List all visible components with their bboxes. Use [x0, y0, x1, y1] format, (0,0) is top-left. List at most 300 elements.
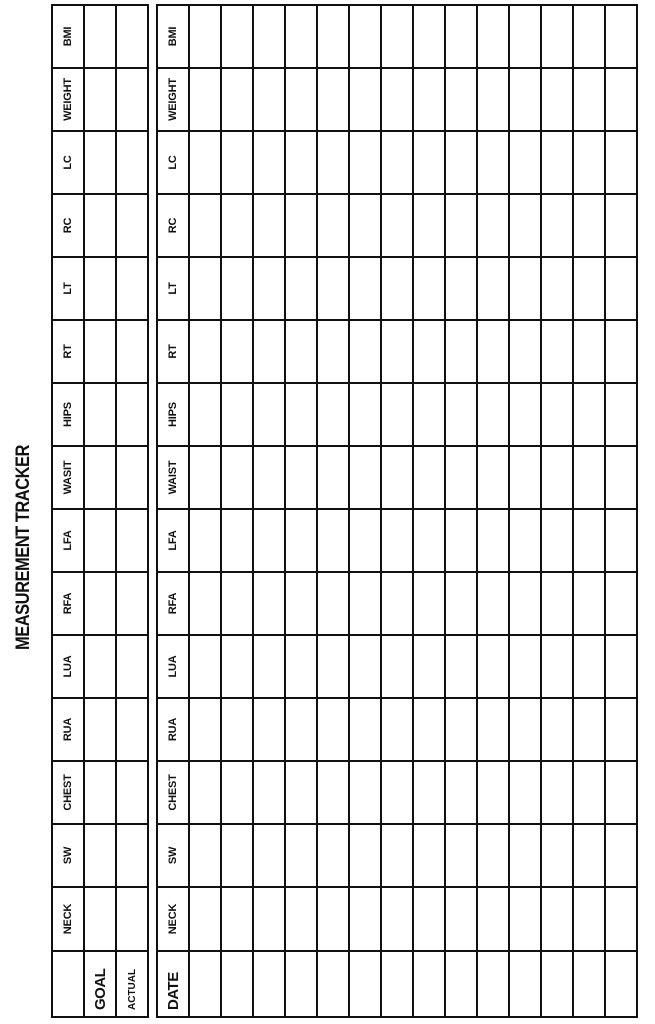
- measurement-cell[interactable]: [413, 572, 445, 635]
- measurement-cell[interactable]: [413, 509, 445, 572]
- measurement-cell[interactable]: [349, 257, 381, 320]
- measurement-cell[interactable]: [253, 320, 285, 383]
- measurement-cell[interactable]: [349, 698, 381, 761]
- measurement-cell[interactable]: [253, 698, 285, 761]
- column-header-chest: CHEST: [157, 761, 189, 824]
- measurement-cell[interactable]: [509, 320, 541, 383]
- measurement-cell[interactable]: [573, 761, 605, 824]
- measurement-cell[interactable]: [541, 131, 573, 194]
- measurement-cell[interactable]: [541, 446, 573, 509]
- column-header-date: DATE: [157, 951, 189, 1017]
- measurement-cell[interactable]: [605, 761, 637, 824]
- log-row: [509, 5, 541, 1017]
- row-label-actual: ACTUAL: [116, 951, 148, 1017]
- measurement-cell[interactable]: [541, 5, 573, 68]
- measurement-cell[interactable]: [253, 572, 285, 635]
- measurement-cell[interactable]: [477, 194, 509, 257]
- measurement-cell[interactable]: [221, 887, 253, 951]
- goal-cell[interactable]: [84, 635, 116, 698]
- measurement-cell[interactable]: [605, 698, 637, 761]
- measurement-cell[interactable]: [445, 887, 477, 951]
- actual-cell[interactable]: [116, 5, 148, 68]
- goal-cell[interactable]: [84, 131, 116, 194]
- log-row: [541, 5, 573, 1017]
- measurement-cell[interactable]: [285, 698, 317, 761]
- measurement-cell[interactable]: [573, 131, 605, 194]
- measurement-cell[interactable]: [573, 887, 605, 951]
- log-row: [253, 5, 285, 1017]
- measurement-cell[interactable]: [189, 257, 221, 320]
- log-header-row: [157, 5, 189, 1017]
- measurement-cell[interactable]: [605, 572, 637, 635]
- measurement-cell[interactable]: [541, 194, 573, 257]
- measurement-cell[interactable]: [605, 257, 637, 320]
- log-row: [317, 5, 349, 1017]
- measurement-cell[interactable]: [541, 320, 573, 383]
- measurement-cell[interactable]: [445, 509, 477, 572]
- measurement-cell[interactable]: [285, 446, 317, 509]
- measurement-cell[interactable]: [509, 887, 541, 951]
- goal-header-row: [52, 5, 84, 1017]
- measurement-cell[interactable]: [221, 824, 253, 887]
- measurement-cell[interactable]: [413, 446, 445, 509]
- measurement-cell[interactable]: [253, 5, 285, 68]
- goal-cell[interactable]: [84, 5, 116, 68]
- date-cell[interactable]: [605, 951, 637, 1017]
- log-row: [413, 5, 445, 1017]
- actual-cell[interactable]: [116, 131, 148, 194]
- measurement-cell[interactable]: [285, 761, 317, 824]
- measurement-cell[interactable]: [509, 572, 541, 635]
- measurement-cell[interactable]: [509, 635, 541, 698]
- measurement-cell[interactable]: [253, 761, 285, 824]
- measurement-cell[interactable]: [445, 257, 477, 320]
- measurement-cell[interactable]: [605, 509, 637, 572]
- actual-cell[interactable]: [116, 509, 148, 572]
- measurement-cell[interactable]: [349, 68, 381, 131]
- measurement-cell[interactable]: [253, 194, 285, 257]
- measurement-cell[interactable]: [317, 68, 349, 131]
- measurement-cell[interactable]: [605, 887, 637, 951]
- measurement-cell[interactable]: [509, 761, 541, 824]
- measurement-cell[interactable]: [349, 5, 381, 68]
- measurement-cell[interactable]: [445, 383, 477, 446]
- column-header-chest: CHEST: [52, 761, 84, 824]
- actual-cell[interactable]: [116, 887, 148, 951]
- measurement-cell[interactable]: [445, 572, 477, 635]
- measurement-cell[interactable]: [221, 761, 253, 824]
- measurement-cell[interactable]: [221, 572, 253, 635]
- column-header-lfa: LFA: [157, 509, 189, 572]
- measurement-cell[interactable]: [413, 761, 445, 824]
- measurement-cell[interactable]: [573, 572, 605, 635]
- measurement-log-table: [156, 4, 638, 1018]
- actual-cell[interactable]: [116, 257, 148, 320]
- measurement-cell[interactable]: [381, 257, 413, 320]
- column-header-rfa: RFA: [52, 572, 84, 635]
- measurement-cell[interactable]: [221, 68, 253, 131]
- column-header-rfa: RFA: [157, 572, 189, 635]
- measurement-cell[interactable]: [253, 824, 285, 887]
- measurement-cell[interactable]: [317, 572, 349, 635]
- measurement-cell[interactable]: [349, 761, 381, 824]
- measurement-cell[interactable]: [189, 698, 221, 761]
- measurement-cell[interactable]: [285, 572, 317, 635]
- measurement-cell[interactable]: [317, 698, 349, 761]
- measurement-cell[interactable]: [605, 5, 637, 68]
- column-header-rua: RUA: [52, 698, 84, 761]
- measurement-cell[interactable]: [253, 446, 285, 509]
- measurement-cell[interactable]: [445, 824, 477, 887]
- measurement-cell[interactable]: [541, 509, 573, 572]
- measurement-cell[interactable]: [381, 635, 413, 698]
- log-row: [573, 5, 605, 1017]
- measurement-cell[interactable]: [317, 5, 349, 68]
- measurement-cell[interactable]: [349, 446, 381, 509]
- measurement-cell[interactable]: [189, 383, 221, 446]
- measurement-cell[interactable]: [477, 824, 509, 887]
- measurement-cell[interactable]: [285, 68, 317, 131]
- measurement-cell[interactable]: [413, 320, 445, 383]
- measurement-cell[interactable]: [381, 509, 413, 572]
- measurement-cell[interactable]: [413, 887, 445, 951]
- measurement-cell[interactable]: [509, 68, 541, 131]
- measurement-cell[interactable]: [189, 5, 221, 68]
- column-header-lt: LT: [157, 257, 189, 320]
- measurement-cell[interactable]: [541, 572, 573, 635]
- date-cell[interactable]: [253, 951, 285, 1017]
- date-cell[interactable]: [381, 951, 413, 1017]
- measurement-cell[interactable]: [477, 572, 509, 635]
- column-header-waist: WASIT: [52, 446, 84, 509]
- measurement-cell[interactable]: [573, 824, 605, 887]
- measurement-cell[interactable]: [413, 194, 445, 257]
- actual-row: [116, 5, 148, 1017]
- goal-cell[interactable]: [84, 824, 116, 887]
- measurement-cell[interactable]: [477, 698, 509, 761]
- date-cell[interactable]: [445, 951, 477, 1017]
- measurement-cell[interactable]: [509, 257, 541, 320]
- column-header-rt: RT: [157, 320, 189, 383]
- measurement-cell[interactable]: [253, 509, 285, 572]
- measurement-cell[interactable]: [381, 5, 413, 68]
- date-cell[interactable]: [349, 951, 381, 1017]
- measurement-cell[interactable]: [189, 446, 221, 509]
- measurement-cell[interactable]: [541, 887, 573, 951]
- measurement-cell[interactable]: [477, 5, 509, 68]
- measurement-cell[interactable]: [189, 887, 221, 951]
- goal-cell[interactable]: [84, 194, 116, 257]
- measurement-cell[interactable]: [381, 887, 413, 951]
- measurement-cell[interactable]: [221, 698, 253, 761]
- measurement-cell[interactable]: [445, 5, 477, 68]
- measurement-cell[interactable]: [573, 68, 605, 131]
- measurement-cell[interactable]: [413, 698, 445, 761]
- measurement-cell[interactable]: [349, 887, 381, 951]
- measurement-cell[interactable]: [413, 383, 445, 446]
- measurement-cell[interactable]: [317, 509, 349, 572]
- measurement-cell[interactable]: [509, 698, 541, 761]
- measurement-cell[interactable]: [605, 635, 637, 698]
- measurement-cell[interactable]: [445, 320, 477, 383]
- measurement-cell[interactable]: [285, 509, 317, 572]
- measurement-cell[interactable]: [509, 446, 541, 509]
- measurement-cell[interactable]: [317, 131, 349, 194]
- measurement-cell[interactable]: [285, 383, 317, 446]
- measurement-cell[interactable]: [189, 572, 221, 635]
- measurement-cell[interactable]: [381, 572, 413, 635]
- measurement-cell[interactable]: [189, 131, 221, 194]
- date-cell[interactable]: [541, 951, 573, 1017]
- measurement-cell[interactable]: [573, 698, 605, 761]
- measurement-cell[interactable]: [221, 194, 253, 257]
- measurement-cell[interactable]: [605, 131, 637, 194]
- measurement-cell[interactable]: [541, 698, 573, 761]
- column-header-rt: RT: [52, 320, 84, 383]
- column-header-hips: HIPS: [157, 383, 189, 446]
- actual-cell[interactable]: [116, 68, 148, 131]
- measurement-cell[interactable]: [445, 68, 477, 131]
- goal-actual-table: [51, 4, 149, 1018]
- measurement-cell[interactable]: [349, 509, 381, 572]
- measurement-cell[interactable]: [253, 68, 285, 131]
- measurement-cell[interactable]: [221, 635, 253, 698]
- measurement-cell[interactable]: [477, 320, 509, 383]
- measurement-cell[interactable]: [349, 131, 381, 194]
- actual-cell[interactable]: [116, 446, 148, 509]
- measurement-cell[interactable]: [477, 446, 509, 509]
- measurement-cell[interactable]: [189, 824, 221, 887]
- measurement-cell[interactable]: [573, 5, 605, 68]
- measurement-cell[interactable]: [541, 383, 573, 446]
- measurement-cell[interactable]: [445, 698, 477, 761]
- measurement-cell[interactable]: [189, 68, 221, 131]
- goal-cell[interactable]: [84, 698, 116, 761]
- measurement-cell[interactable]: [445, 635, 477, 698]
- measurement-cell[interactable]: [285, 257, 317, 320]
- measurement-cell[interactable]: [477, 131, 509, 194]
- measurement-cell[interactable]: [253, 887, 285, 951]
- measurement-cell[interactable]: [221, 5, 253, 68]
- measurement-cell[interactable]: [349, 383, 381, 446]
- measurement-cell[interactable]: [349, 572, 381, 635]
- column-header-neck: NECK: [157, 887, 189, 951]
- measurement-cell[interactable]: [317, 383, 349, 446]
- measurement-cell[interactable]: [381, 68, 413, 131]
- measurement-cell[interactable]: [381, 320, 413, 383]
- actual-cell[interactable]: [116, 320, 148, 383]
- measurement-cell[interactable]: [509, 194, 541, 257]
- measurement-cell[interactable]: [509, 5, 541, 68]
- measurement-cell[interactable]: [445, 446, 477, 509]
- measurement-cell[interactable]: [477, 257, 509, 320]
- measurement-cell[interactable]: [573, 320, 605, 383]
- column-header-rc: RC: [52, 194, 84, 257]
- measurement-cell[interactable]: [381, 698, 413, 761]
- measurement-cell[interactable]: [381, 194, 413, 257]
- actual-cell[interactable]: [116, 824, 148, 887]
- measurement-cell[interactable]: [253, 635, 285, 698]
- measurement-cell[interactable]: [317, 887, 349, 951]
- measurement-cell[interactable]: [349, 320, 381, 383]
- measurement-cell[interactable]: [189, 635, 221, 698]
- measurement-cell[interactable]: [605, 383, 637, 446]
- measurement-cell[interactable]: [253, 131, 285, 194]
- measurement-cell[interactable]: [285, 131, 317, 194]
- measurement-cell[interactable]: [285, 194, 317, 257]
- measurement-cell[interactable]: [445, 761, 477, 824]
- column-header-lfa: LFA: [52, 509, 84, 572]
- measurement-cell[interactable]: [605, 68, 637, 131]
- measurement-cell[interactable]: [221, 320, 253, 383]
- measurement-cell[interactable]: [413, 635, 445, 698]
- column-header-neck: NECK: [52, 887, 84, 951]
- column-header-weight: WEIGHT: [157, 68, 189, 131]
- date-cell[interactable]: [221, 951, 253, 1017]
- measurement-cell[interactable]: [477, 887, 509, 951]
- actual-cell[interactable]: [116, 698, 148, 761]
- goal-cell[interactable]: [84, 887, 116, 951]
- measurement-cell[interactable]: [509, 131, 541, 194]
- measurement-cell[interactable]: [605, 320, 637, 383]
- date-cell[interactable]: [509, 951, 541, 1017]
- column-header-lua: LUA: [157, 635, 189, 698]
- date-cell[interactable]: [477, 951, 509, 1017]
- goal-cell[interactable]: [84, 383, 116, 446]
- measurement-cell[interactable]: [381, 446, 413, 509]
- goal-cell[interactable]: [84, 320, 116, 383]
- measurement-cell[interactable]: [189, 761, 221, 824]
- measurement-cell[interactable]: [381, 761, 413, 824]
- measurement-cell[interactable]: [477, 509, 509, 572]
- measurement-cell[interactable]: [413, 131, 445, 194]
- log-row: [189, 5, 221, 1017]
- measurement-cell[interactable]: [189, 194, 221, 257]
- actual-cell[interactable]: [116, 194, 148, 257]
- measurement-cell[interactable]: [541, 824, 573, 887]
- measurement-cell[interactable]: [477, 383, 509, 446]
- log-row: [285, 5, 317, 1017]
- goal-cell[interactable]: [84, 446, 116, 509]
- date-cell[interactable]: [317, 951, 349, 1017]
- measurement-cell[interactable]: [605, 446, 637, 509]
- column-header-lua: LUA: [52, 635, 84, 698]
- measurement-cell[interactable]: [317, 257, 349, 320]
- measurement-cell[interactable]: [285, 887, 317, 951]
- measurement-cell[interactable]: [541, 68, 573, 131]
- measurement-cell[interactable]: [573, 446, 605, 509]
- actual-cell[interactable]: [116, 635, 148, 698]
- log-row: [445, 5, 477, 1017]
- measurement-cell[interactable]: [541, 761, 573, 824]
- measurement-cell[interactable]: [413, 824, 445, 887]
- measurement-cell[interactable]: [189, 509, 221, 572]
- measurement-cell[interactable]: [285, 320, 317, 383]
- column-header-sw: SW: [52, 824, 84, 887]
- measurement-cell[interactable]: [317, 824, 349, 887]
- measurement-cell[interactable]: [317, 194, 349, 257]
- measurement-cell[interactable]: [285, 5, 317, 68]
- measurement-cell[interactable]: [349, 635, 381, 698]
- log-row: [605, 5, 637, 1017]
- measurement-cell[interactable]: [477, 635, 509, 698]
- actual-cell[interactable]: [116, 383, 148, 446]
- measurement-cell[interactable]: [573, 194, 605, 257]
- measurement-cell[interactable]: [541, 257, 573, 320]
- measurement-cell[interactable]: [605, 824, 637, 887]
- measurement-cell[interactable]: [413, 257, 445, 320]
- measurement-cell[interactable]: [573, 635, 605, 698]
- measurement-cell[interactable]: [253, 383, 285, 446]
- measurement-cell[interactable]: [317, 761, 349, 824]
- measurement-cell[interactable]: [477, 68, 509, 131]
- actual-cell[interactable]: [116, 761, 148, 824]
- measurement-cell[interactable]: [221, 131, 253, 194]
- measurement-cell[interactable]: [573, 383, 605, 446]
- measurement-cell[interactable]: [573, 509, 605, 572]
- page-title: MEASUREMENT TRACKER: [13, 445, 34, 650]
- measurement-cell[interactable]: [573, 257, 605, 320]
- measurement-cell[interactable]: [285, 824, 317, 887]
- measurement-cell[interactable]: [253, 257, 285, 320]
- measurement-cell[interactable]: [413, 68, 445, 131]
- measurement-cell[interactable]: [413, 5, 445, 68]
- measurement-cell[interactable]: [445, 194, 477, 257]
- measurement-cell[interactable]: [349, 824, 381, 887]
- column-header-rc: RC: [157, 194, 189, 257]
- column-header-weight: WEIGHT: [52, 68, 84, 131]
- corner-cell: [52, 951, 84, 1017]
- measurement-cell[interactable]: [317, 635, 349, 698]
- goal-cell[interactable]: [84, 68, 116, 131]
- measurement-cell[interactable]: [221, 509, 253, 572]
- date-cell[interactable]: [189, 951, 221, 1017]
- measurement-cell[interactable]: [317, 446, 349, 509]
- goal-cell[interactable]: [84, 509, 116, 572]
- measurement-cell[interactable]: [509, 824, 541, 887]
- date-cell[interactable]: [573, 951, 605, 1017]
- goal-cell[interactable]: [84, 761, 116, 824]
- row-label-goal: GOAL: [84, 951, 116, 1017]
- actual-cell[interactable]: [116, 572, 148, 635]
- column-header-sw: SW: [157, 824, 189, 887]
- measurement-cell[interactable]: [509, 383, 541, 446]
- column-header-bmi: BMI: [157, 5, 189, 68]
- log-row: [477, 5, 509, 1017]
- goal-cell[interactable]: [84, 572, 116, 635]
- measurement-cell[interactable]: [221, 383, 253, 446]
- measurement-cell[interactable]: [221, 446, 253, 509]
- measurement-cell[interactable]: [221, 257, 253, 320]
- column-header-lc: LC: [52, 131, 84, 194]
- measurement-cell[interactable]: [605, 194, 637, 257]
- measurement-cell[interactable]: [477, 761, 509, 824]
- measurement-cell[interactable]: [317, 320, 349, 383]
- measurement-cell[interactable]: [541, 635, 573, 698]
- measurement-cell[interactable]: [381, 824, 413, 887]
- measurement-cell[interactable]: [349, 194, 381, 257]
- goal-cell[interactable]: [84, 257, 116, 320]
- measurement-cell[interactable]: [445, 131, 477, 194]
- measurement-cell[interactable]: [189, 320, 221, 383]
- measurement-cell[interactable]: [381, 383, 413, 446]
- measurement-cell[interactable]: [381, 131, 413, 194]
- measurement-cell[interactable]: [285, 635, 317, 698]
- date-cell[interactable]: [413, 951, 445, 1017]
- measurement-cell[interactable]: [509, 509, 541, 572]
- column-header-rua: RUA: [157, 698, 189, 761]
- date-cell[interactable]: [285, 951, 317, 1017]
